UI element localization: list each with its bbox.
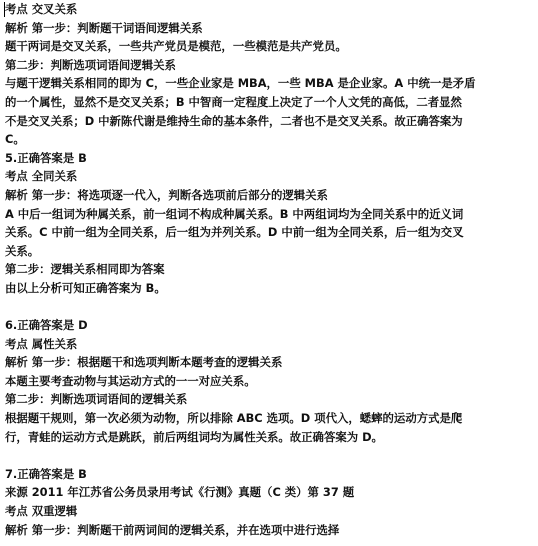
blank-line	[5, 446, 534, 465]
blank-line	[5, 298, 534, 317]
text-line: 关系。	[5, 243, 40, 258]
text-line: 的一个属性，显然不是交叉关系；B 中智商一定程度上决定了一个人文凭的高低，二者显然	[5, 94, 462, 109]
text-line: 解析 第一步：根据题干和选项判断本题考查的逻辑关系	[5, 355, 283, 370]
answer-heading: 7.正确答案是 B	[5, 466, 87, 481]
text-line: 第二步：判断选项词语间逻辑关系	[5, 57, 176, 72]
text-cursor	[4, 2, 5, 17]
text-line: 关系。C 中前一组为全同关系，后一组为并列关系。D 中前一组为全同关系，后一组为交叉	[5, 225, 464, 240]
text-line: 第二步：逻辑关系相同即为答案	[5, 262, 165, 277]
text-line: A 中后一组词为种属关系，前一组词不构成种属关系。B 中两组词均为全同关系中的近义词	[5, 206, 464, 221]
text-line: C。	[5, 132, 25, 147]
text-line: 来源 2011 年江苏省公务员录用考试《行测》真题（C 类）第 37 题	[5, 485, 355, 500]
text-line: 根据题干规则，第一次必须为动物，所以排除 ABC 选项。D 项代入，蟋蟀的运动方式是爬	[5, 411, 463, 426]
text-line: 与题干逻辑关系相同的即为 C，一些企业家是 MBA，一些 MBA 是企业家。A 中统一是矛盾	[5, 76, 476, 91]
text-line: 本题主要考查动物与其运动方式的一一对应关系。	[5, 373, 256, 388]
text-line: 题干两词是交叉关系，一些共产党员是模范，一些模范是共产党员。	[5, 39, 347, 54]
answer-heading: 6.正确答案是 D	[5, 318, 88, 333]
text-line: 考点 交叉关系	[5, 2, 78, 16]
answer-heading: 5.正确答案是 B	[5, 150, 87, 165]
text-line: 第二步：判断选项词语间的逻辑关系	[5, 392, 188, 407]
text-line: 考点 全同关系	[5, 169, 78, 184]
text-line: 由以上分析可知正确答案为 B。	[5, 280, 166, 295]
text-line: 不是交叉关系；D 中新陈代谢是维持生命的基本条件，二者也不是交叉关系。故正确答案为	[5, 113, 463, 128]
text-line: 行，青蛙的运动方式是跳跃，前后两组词均为属性关系。故正确答案为 D。	[5, 429, 383, 444]
text-line: 考点 属性关系	[5, 336, 78, 351]
text-line: 解析 第一步：将选项逐一代入，判断各选项前后部分的逻辑关系	[5, 187, 328, 202]
text-line: 解析 第一步：判断题干词语间逻辑关系	[5, 20, 203, 35]
text-line: 解析 第一步：判断题干前两词间的逻辑关系，并在选项中进行选择	[5, 522, 340, 537]
text-line: 考点 双重逻辑	[5, 504, 78, 519]
